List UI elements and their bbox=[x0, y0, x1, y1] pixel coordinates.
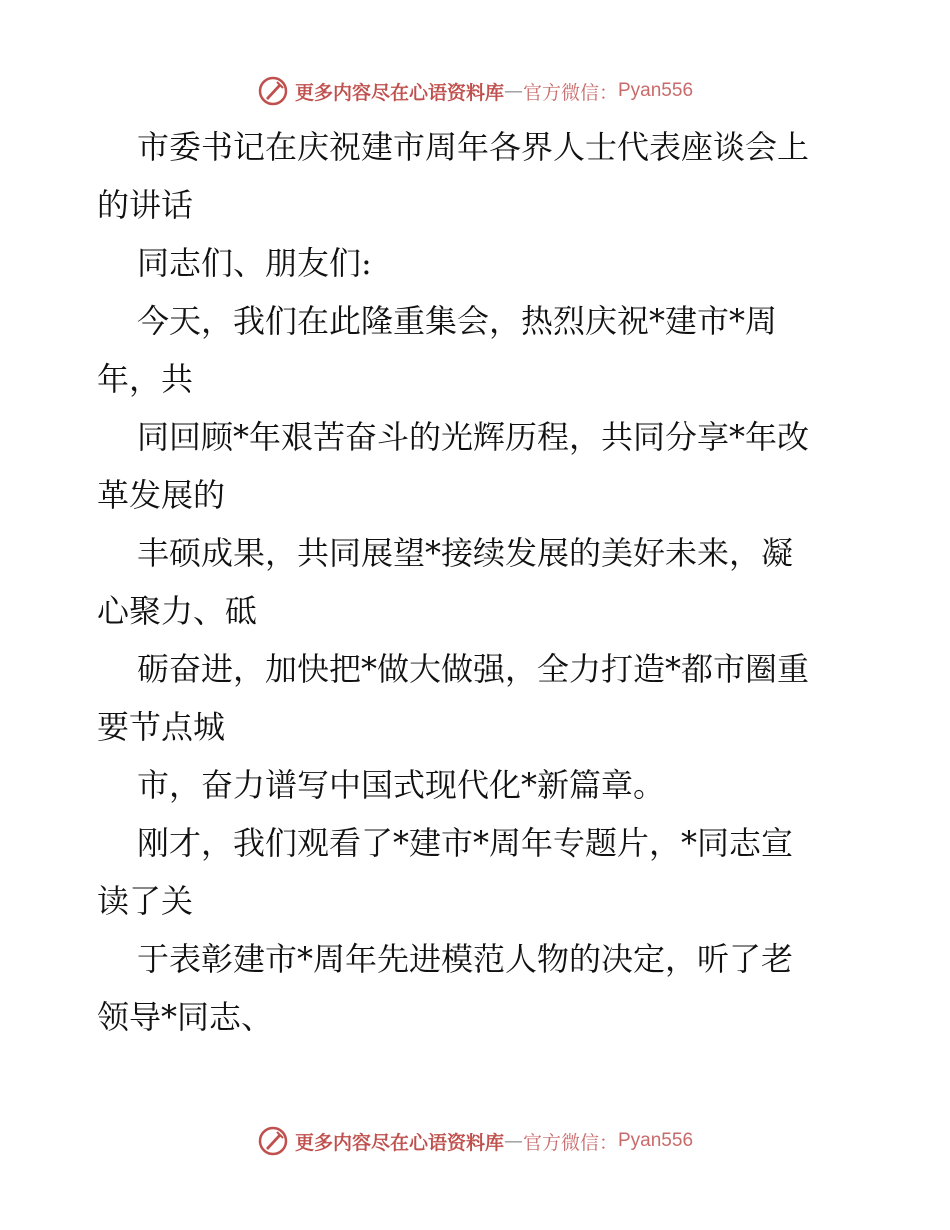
body-line: 革发展的 bbox=[97, 476, 226, 514]
quill-pen-circle-icon bbox=[257, 1125, 289, 1157]
body-line: 今天，我们在此隆重集会，热烈庆祝*建市*周 bbox=[137, 302, 778, 340]
body-line: 市，奋力谱写中国式现代化*新篇章。 bbox=[137, 766, 666, 804]
title-line-1: 市委书记在庆祝建市周年各界人士代表座谈会上 bbox=[137, 128, 810, 166]
watermark-separator: — bbox=[503, 80, 523, 102]
body-line: 要节点城 bbox=[97, 708, 226, 746]
watermark-main-text: 更多内容尽在心语资料库 bbox=[294, 1131, 504, 1154]
body-line: 领导*同志、 bbox=[97, 998, 274, 1036]
quill-pen-circle-icon bbox=[257, 75, 289, 107]
body-line: 读了关 bbox=[97, 882, 194, 920]
header-watermark bbox=[0, 71, 950, 111]
body-line: 砺奋进，加快把*做大做强，全力打造*都市圈重 bbox=[137, 650, 810, 688]
body-line: 心聚力、砥 bbox=[97, 592, 258, 630]
title-line-2: 的讲话 bbox=[97, 186, 194, 224]
body-line: 年，共 bbox=[97, 360, 194, 398]
watermark-sub-text: 官方微信： bbox=[522, 81, 618, 104]
watermark-account: Pyan556 bbox=[618, 1130, 694, 1151]
body-line: 丰硕成果，共同展望*接续发展的美好未来，凝 bbox=[137, 534, 794, 572]
document-body bbox=[97, 118, 857, 1046]
body-line: 刚才，我们观看了*建市*周年专题片，*同志宣 bbox=[137, 824, 794, 862]
salutation: 同志们、朋友们: bbox=[137, 244, 372, 282]
body-line: 同回顾*年艰苦奋斗的光辉历程，共同分享*年改 bbox=[137, 418, 810, 456]
watermark-separator: — bbox=[503, 1130, 523, 1152]
body-line: 于表彰建市*周年先进模范人物的决定，听了老 bbox=[137, 940, 794, 978]
watermark-sub-text: 官方微信： bbox=[522, 1131, 618, 1154]
footer-watermark bbox=[0, 1121, 950, 1161]
watermark-main-text: 更多内容尽在心语资料库 bbox=[294, 81, 504, 104]
watermark-account: Pyan556 bbox=[618, 80, 694, 101]
